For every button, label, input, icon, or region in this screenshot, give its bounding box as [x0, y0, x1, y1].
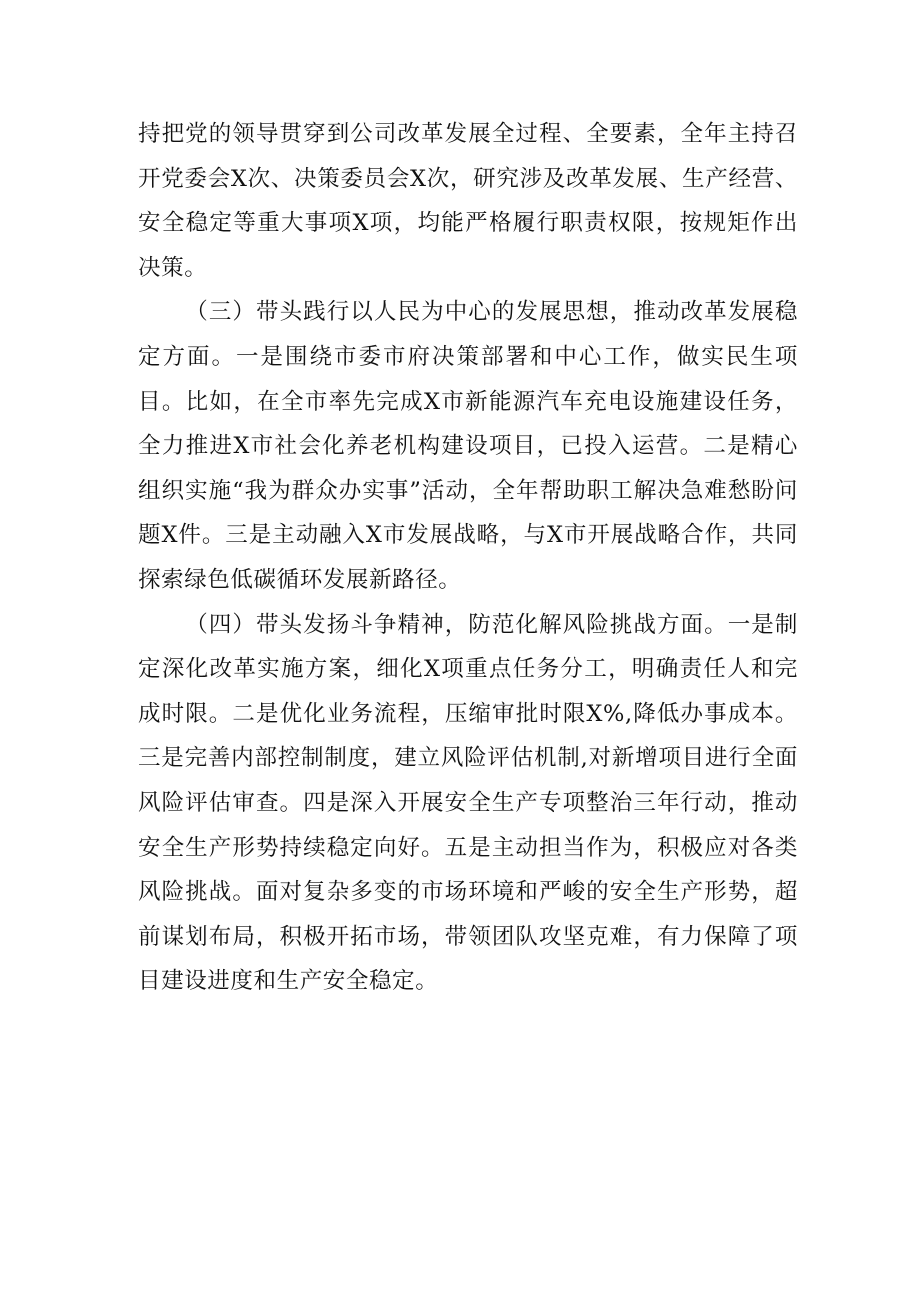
- paragraph-section-three: （三）带头践行以人民为中心的发展思想，推动改革发展稳定方面。一是围绕市委市府决策部署和中心工作，做实民生项目。比如，在全市率先完成X市新能源汽车充电设施建设任务，全力推进X市社会化养老机构建设项目，已投入运营。二是精心组织实施“我为群众办实事”活动，全年帮助职工解决急难愁盼问题X件。三是主动融入X市发展战略，与X市开展战略合作，共同探索绿色低碳循环发展新路径。: [138, 299, 798, 593]
- paragraph-section-four: （四）带头发扬斗争精神，防范化解风险挑战方面。一是制定深化改革实施方案，细化X项重点任务分工，明确责任人和完成时限。二是优化业务流程，压缩审批时限X%,降低办事成本。三是完善内部控制制度，建立风险评估机制,对新增项目进行全面风险评估审查。四是深入开展安全生产专项整治三年行动，推动安全生产形势持续稳定向好。五是主动担当作为，积极应对各类风险挑战。面对复杂多变的市场环境和严峻的安全生产形势，超前谋划布局，积极开拓市场，带领团队攻坚克难，有力保障了项目建设进度和生产安全稳定。: [138, 611, 798, 995]
- paragraph-leadership-continuation: 持把党的领导贯穿到公司改革发展全过程、全要素，全年主持召开党委会X次、决策委员会X次，研究涉及改革发展、生产经营、安全稳定等重大事项X项，均能严格履行职责权限，按规矩作出决策。: [138, 121, 798, 281]
- document-body: [138, 112, 798, 1004]
